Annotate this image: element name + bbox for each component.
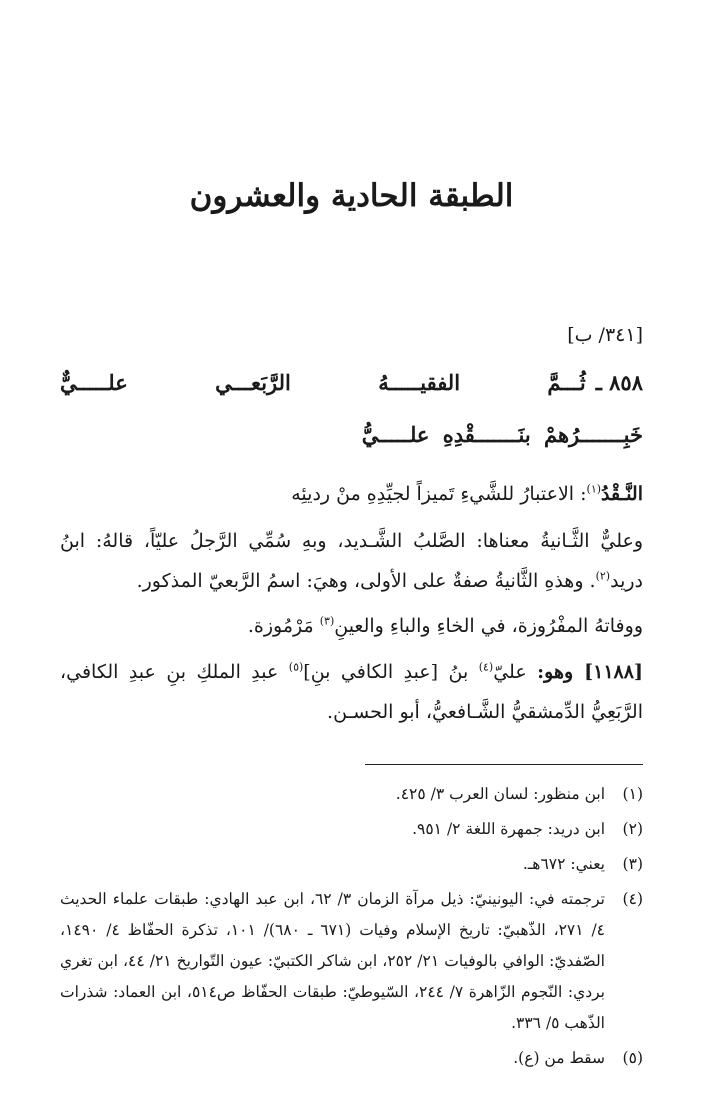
verse-number: ٨٥٨ ـ (595, 370, 643, 395)
footnote-item (60, 849, 643, 880)
footnote-ref-2: (٢) (595, 569, 611, 583)
footnote-item (60, 884, 643, 1039)
footnote-item (60, 1043, 643, 1074)
footnote-number: (٣) (622, 855, 643, 873)
death-text-b: مَرْمُوزة. (247, 615, 320, 637)
footnote-ref-4: (٤) (478, 660, 494, 674)
footnote-number: (٢) (622, 820, 643, 838)
entry-number: [١١٨٨] وهو: (537, 661, 643, 683)
footnote-item (60, 814, 643, 845)
footnote-text: يعني: ٦٧٢هـ. (522, 855, 605, 873)
verse-hemistich-1: ثُـــمَّ الفقيـــــهُ الرَّبَعـــي علـــــيٌّ (60, 370, 586, 395)
footnote-ref-5: (٥) (288, 660, 304, 674)
meaning-text-b: . وهذهِ الثَّانيةُ صفةٌ على الأولى، وهيَ: اسمُ الرَّبعيّ المذكور. (136, 570, 596, 592)
footnote-number: (٥) (622, 1049, 643, 1067)
verse-line-1 (60, 370, 643, 395)
footnote-ref-1: (١) (586, 482, 602, 496)
footnote-item (60, 779, 643, 810)
definition-text: : الاعتبارُ للشَّيءِ تَميزاً لجيِّدِهِ منْ رديئِه (291, 483, 587, 505)
biography-text-b: بنُ [عبدِ الكافي بنِ] (303, 661, 479, 683)
footnote-number: (١) (622, 785, 643, 803)
verse-line-2 (60, 422, 643, 447)
paragraph-meaning (60, 521, 643, 601)
biography-text-a: عليّ (493, 661, 538, 683)
folio-reference: [٣٤١/ ب] (567, 324, 643, 346)
footnote-number: (٤) (622, 890, 643, 908)
footnote-ref-3: (٣) (319, 614, 335, 628)
paragraph-biography (60, 652, 643, 732)
footnote-text: ابن دريد: جمهرة اللغة ٢/ ٩٥١. (412, 820, 605, 838)
paragraph-definition (60, 474, 643, 514)
footnotes-list (60, 779, 643, 1078)
footnote-text: سقط من (ع). (513, 1049, 605, 1067)
footnote-text: ترجمته في: اليونينيّ: ذيل مرآة الزمان ٣/ ٦٢، ابن عبد الهادي: طبقات علماء الحديث ٤/ ٢٧١، الذّهبيّ: تاريخ الإسلام وفيات (٦٧١ ـ ٦٨٠)/ ١٠١، تذكرة الحفّاظ ٤/ ١٤٩٠، الصّفديّ: الوافي بالوفيات ٢١/ ٢٥٢، ابن شاكر الكتبيّ: عيون التّواريخ ٢١/ ٤٤، ابن تغري بردي: النّجوم الزّاهرة ٧/ ٢٤٤، السّيوطيّ: طبقات الحفّاظ ص٥١٤، ابن العماد: شذرات الذّهب ٥/ ٣٣٦. (60, 890, 605, 1032)
death-text-a: ووفاتهُ المفْرُوزة، في الخاءِ والباءِ والعينِ (334, 615, 643, 637)
footnote-divider (365, 764, 643, 765)
defined-term: النَّـقْدُ (601, 483, 643, 505)
meaning-text-a: وعليٌّ الثَّـانيةُ معناها: الصَّلبُ الشَّـديد، وبهِ سُمِّي الرَّجلُ عليّاً، قالهُ: ابنُ دريد (60, 530, 643, 592)
chapter-title: الطبقة الحادية والعشرون (189, 178, 514, 214)
paragraph-death (60, 606, 643, 646)
verse-hemistich-2: خَبِـــــــرُهمْ بنَـــــــقْدِهِ علـــــيُّ (361, 422, 643, 447)
footnote-text: ابن منظور: لسان العرب ٣/ ٤٢٥. (395, 785, 605, 803)
biography-text-c: عبدِ الملكِ بنِ عبدِ الكافي، الرَّبَعِيُّ الدِّمشقيُّ الشَّـافعيُّ، أبو الحسـن. (60, 661, 643, 723)
